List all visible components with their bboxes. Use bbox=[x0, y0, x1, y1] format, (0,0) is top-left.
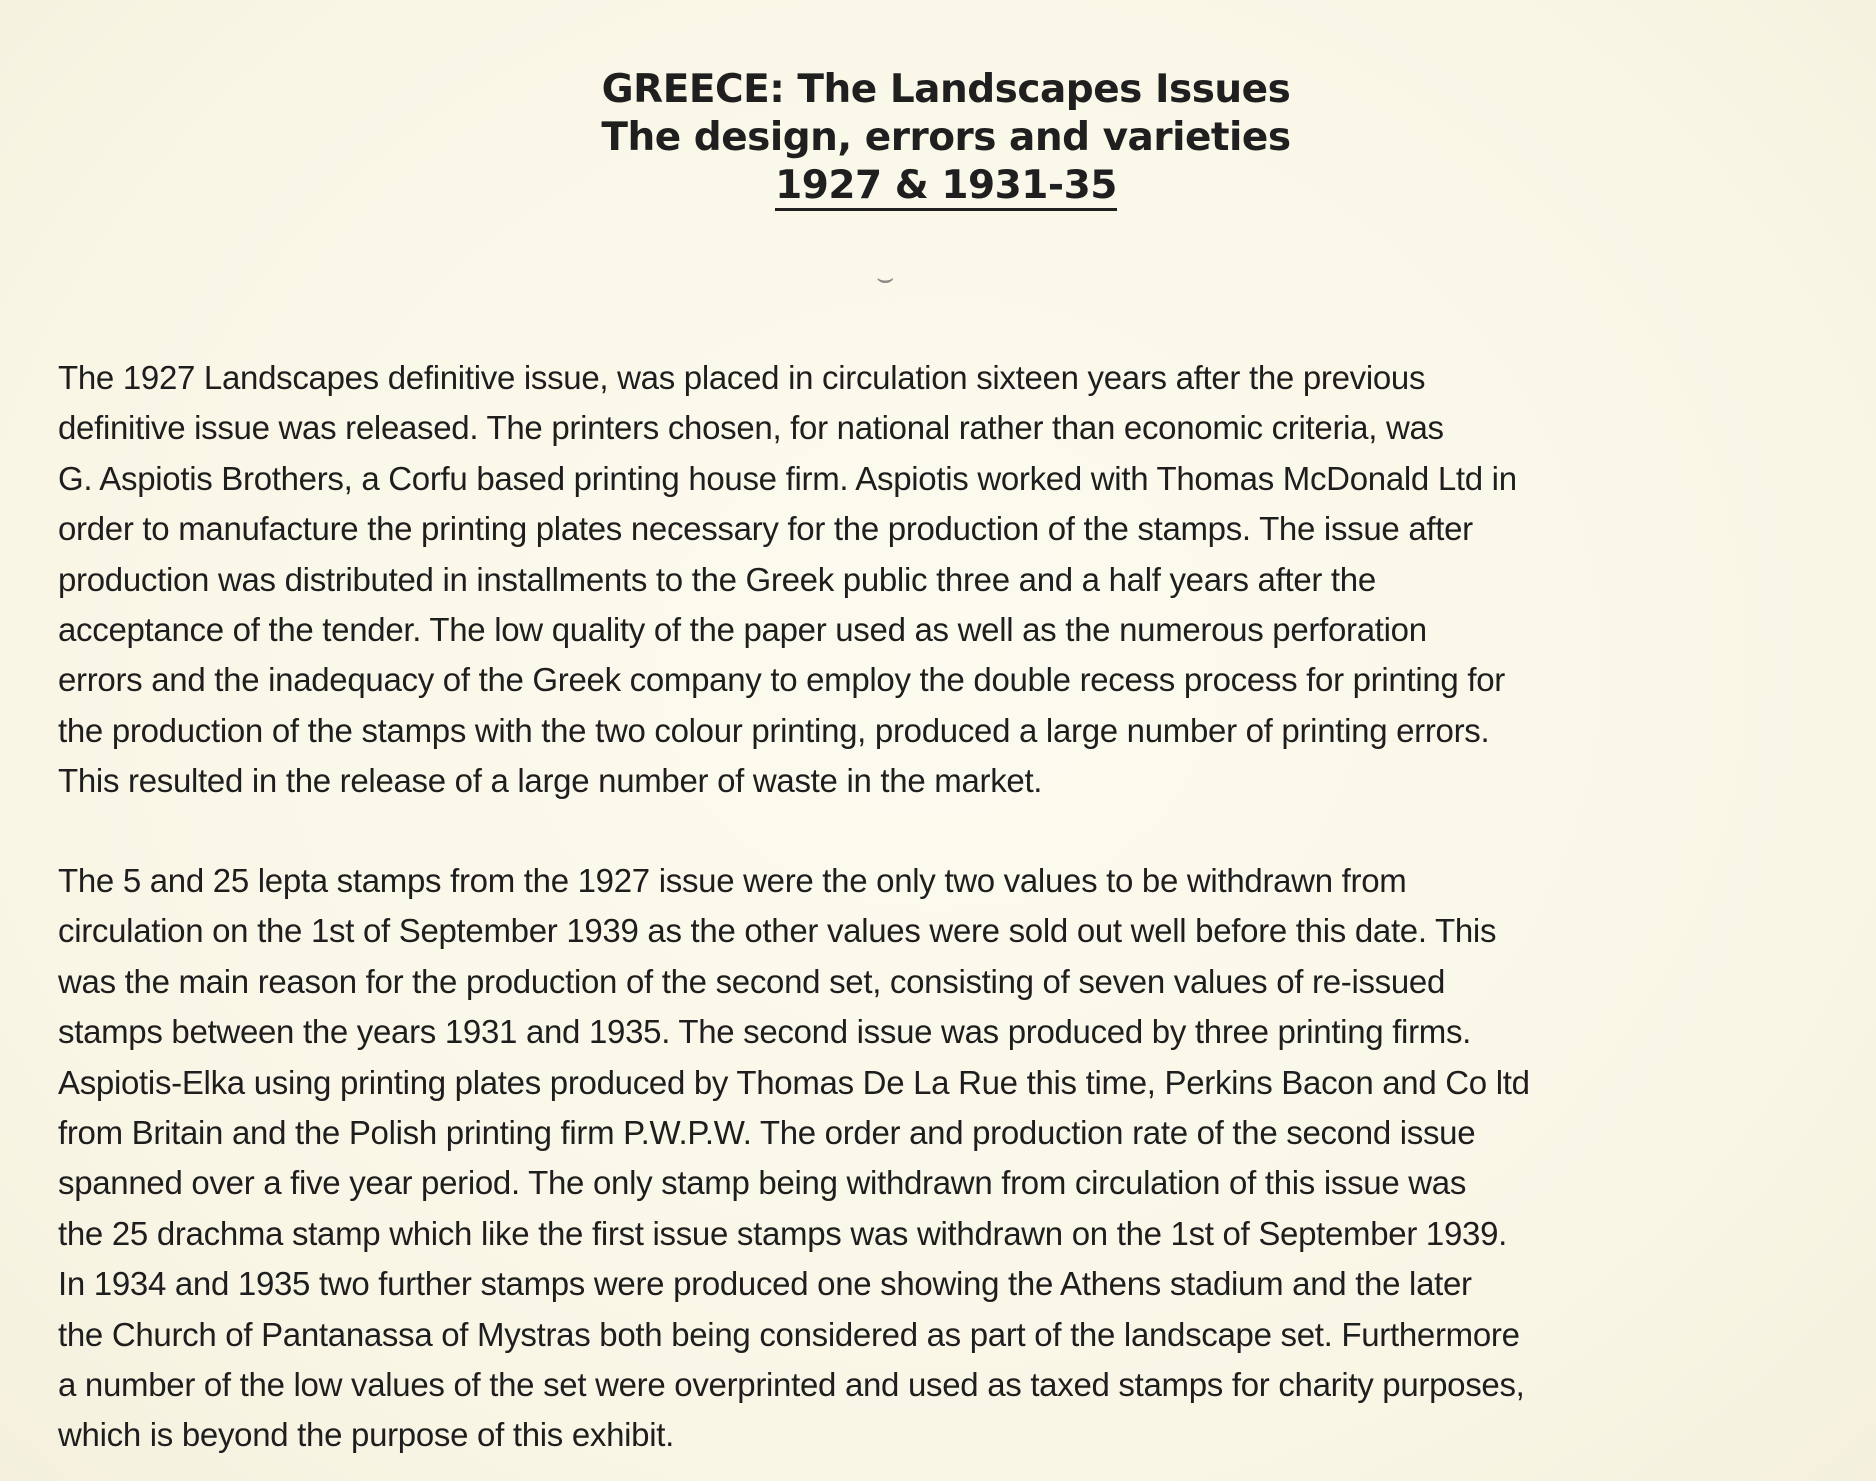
paragraph-line: acceptance of the tender. The low quality of the paper used as well as the numerous perforation bbox=[58, 611, 1427, 649]
paragraph-line: the Church of Pantanassa of Mystras both being considered as part of the landscape set. Furthermore bbox=[58, 1315, 1520, 1353]
paragraph-line: stamps between the years 1931 and 1935. The second issue was produced by three printing firms. bbox=[58, 1013, 1472, 1051]
paragraph-line: spanned over a five year period. The only stamp being withdrawn from circulation of this issue was bbox=[58, 1164, 1467, 1202]
paragraph-line: This resulted in the release of a large number of waste in the market. bbox=[58, 762, 1043, 800]
paragraph-line: Aspiotis-Elka using printing plates produced by Thomas De La Rue this time, Perkins Bacon and Co ltd bbox=[58, 1063, 1530, 1101]
title-line-1: GREECE: The Landscapes Issues bbox=[601, 67, 1291, 112]
paragraph-line: order to manufacture the printing plates necessary for the production of the stamps. The issue after bbox=[58, 510, 1473, 548]
paragraph-1 bbox=[58, 353, 1848, 807]
paragraph-line: G. Aspiotis Brothers, a Corfu based printing house firm. Aspiotis worked with Thomas McDonald Ltd in bbox=[58, 459, 1517, 497]
paragraph-line: the production of the stamps with the two colour printing, produced a large number of printing errors. bbox=[58, 711, 1490, 749]
paragraph-line: which is beyond the purpose of this exhibit. bbox=[58, 1416, 675, 1454]
paragraph-line: The 5 and 25 lepta stamps from the 1927 issue were the only two values to be withdrawn from bbox=[58, 862, 1407, 899]
paragraph-2 bbox=[58, 856, 1848, 1461]
paragraph-line: errors and the inadequacy of the Greek company to employ the double recess process for printing for bbox=[58, 661, 1505, 699]
paragraph-line: production was distributed in installments to the Greek public three and a half years after the bbox=[58, 560, 1376, 598]
paragraph-line: was the main reason for the production of the second set, consisting of seven values of re-issued bbox=[58, 962, 1446, 1000]
paragraph-line: the 25 drachma stamp which like the first issue stamps was withdrawn on the 1st of September 1939. bbox=[58, 1214, 1507, 1252]
paragraph-line: a number of the low values of the set were overprinted and used as taxed stamps for charity purposes, bbox=[58, 1366, 1525, 1404]
paragraph-line: circulation on the 1st of September 1939 as the other values were sold out well before this date. This bbox=[58, 912, 1497, 950]
paragraph-line: In 1934 and 1935 two further stamps were produced one showing the Athens stadium and the later bbox=[58, 1265, 1472, 1303]
pencil-mark: ⌣ bbox=[876, 261, 895, 294]
paragraph-line: definitive issue was released. The printers chosen, for national rather than economic criteria, was bbox=[58, 409, 1444, 447]
paragraph-line: The 1927 Landscapes definitive issue, was placed in circulation sixteen years after the previous bbox=[58, 359, 1426, 396]
paragraph-line: from Britain and the Polish printing firm P.W.P.W. The order and production rate of the second issue bbox=[58, 1114, 1476, 1152]
title-date-range: 1927 & 1931-35 bbox=[775, 163, 1117, 211]
title-line-3 bbox=[0, 162, 1876, 210]
title-line-2: The design, errors and varieties bbox=[601, 115, 1291, 160]
title-block bbox=[0, 66, 1876, 210]
